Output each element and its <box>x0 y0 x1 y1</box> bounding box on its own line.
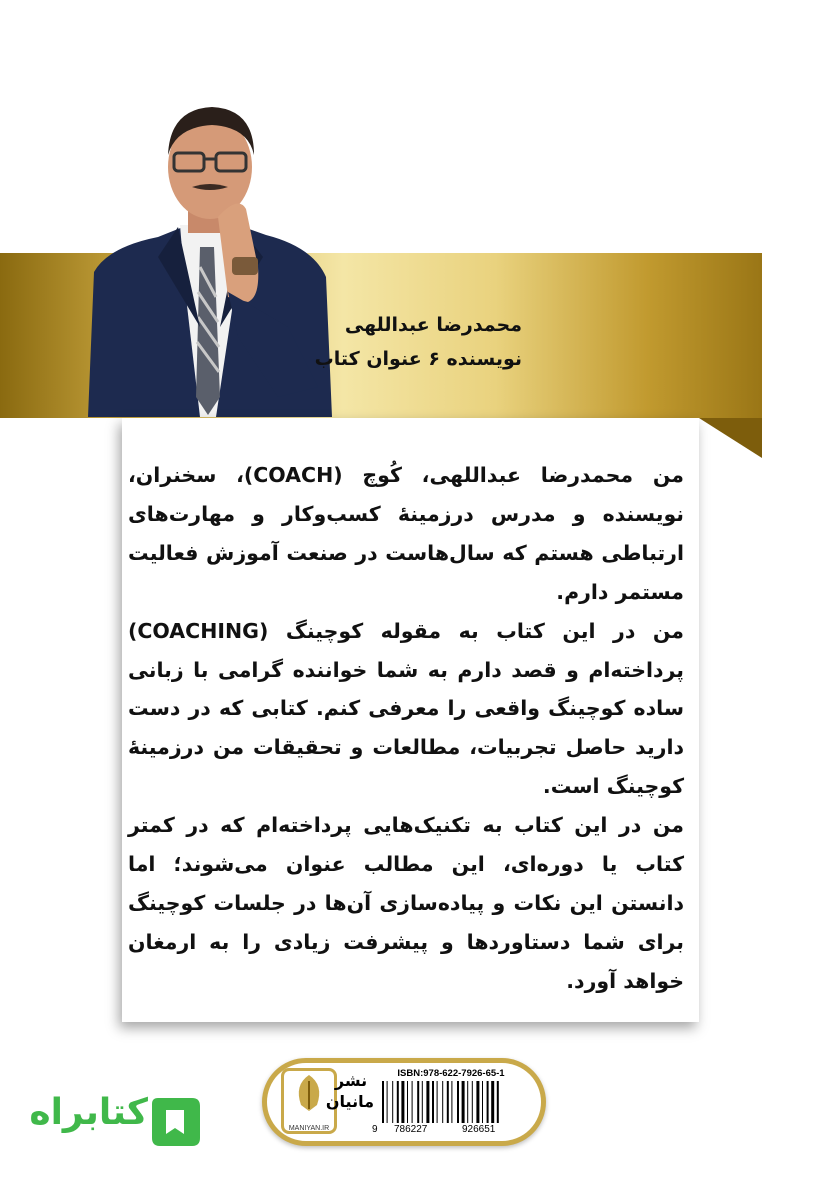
isbn-text: ISBN:978-622-7926-65-1 <box>397 1068 505 1079</box>
barcode-bar <box>392 1081 393 1123</box>
barcode-bar <box>437 1081 438 1123</box>
barcode-bar <box>497 1081 499 1123</box>
barcode-bar <box>491 1081 494 1123</box>
barcode-bar <box>467 1081 468 1123</box>
barcode-bar <box>382 1081 384 1123</box>
banner-fold <box>699 418 762 458</box>
publisher-name-line1: نشر <box>334 1071 368 1090</box>
bio-paragraph-3: من در این کتاب به تکنیک‌هایی پرداخته‌ام که در کمتر کتاب یا دوره‌ای، این مطالب عنوان می‌شوند؛ اما دانستن این نکات و پیاده‌سازی آن‌ها در جلسات کوچینگ برای شما دستاوردها و پیشرفت زیادی را به ارمغان خواهد آورد. <box>128 813 684 993</box>
barcode-bar <box>442 1081 443 1123</box>
barcode-bar <box>447 1081 449 1123</box>
publisher-website: MANIYAN.IR <box>288 1125 330 1132</box>
publisher-name <box>325 1070 374 1112</box>
bio-paragraph-1: من محمدرضا عبداللهی، کُوچ (COACH)، سخنران، نویسنده و مدرس درزمینهٔ کسب‌وکار و مهارت‌های ارتباطی هستم که سال‌هاست در صنعت آموزش فعالیت مستمر دارم. <box>128 463 684 604</box>
author-portrait <box>88 97 332 417</box>
barcode-bar <box>417 1081 419 1123</box>
ketabrah-logo-text: کتابراه <box>29 1092 148 1133</box>
barcode-bar <box>487 1081 489 1123</box>
barcode-bar <box>432 1081 434 1123</box>
bio-paragraph-2: من در این کتاب به مقوله کوچینگ (COACHING) پرداخته‌ام و قصد دارم به شما خواننده گرامی با زبانی ساده کوچینگ واقعی را معرفی کنم. کتابی که در دست دارید حاصل تجربیات، مطالعات و تحقیقات من درزمینهٔ کوچینگ است. <box>128 618 684 799</box>
barcode-bar <box>457 1081 459 1123</box>
barcode-bar <box>426 1081 429 1123</box>
barcode-bar <box>476 1081 479 1123</box>
barcode-bar <box>412 1081 413 1123</box>
barcode-bar <box>422 1081 423 1123</box>
barcode-bar <box>401 1081 404 1123</box>
publisher-name-line2: مانیان <box>325 1092 374 1111</box>
barcode-bar <box>387 1081 388 1123</box>
bio-text <box>128 456 684 1001</box>
barcode-bar <box>397 1081 399 1123</box>
barcode-bar <box>472 1081 473 1123</box>
isbn-barcode <box>372 1068 526 1136</box>
author-name: محمدرضا عبداللهی <box>344 314 522 336</box>
author-role: نویسنده ۶ عنوان کتاب <box>314 348 522 370</box>
barcode-digits-right: 926651 <box>462 1124 496 1135</box>
barcode-bar <box>462 1081 465 1123</box>
barcode-bar <box>482 1081 483 1123</box>
barcode-bars <box>380 1081 524 1123</box>
barcode-digits-left: 786227 <box>394 1124 428 1135</box>
barcode-digit-first: 9 <box>372 1124 378 1135</box>
barcode-bar <box>451 1081 452 1123</box>
ketabrah-book-icon <box>148 1094 204 1150</box>
barcode-bar <box>407 1081 408 1123</box>
